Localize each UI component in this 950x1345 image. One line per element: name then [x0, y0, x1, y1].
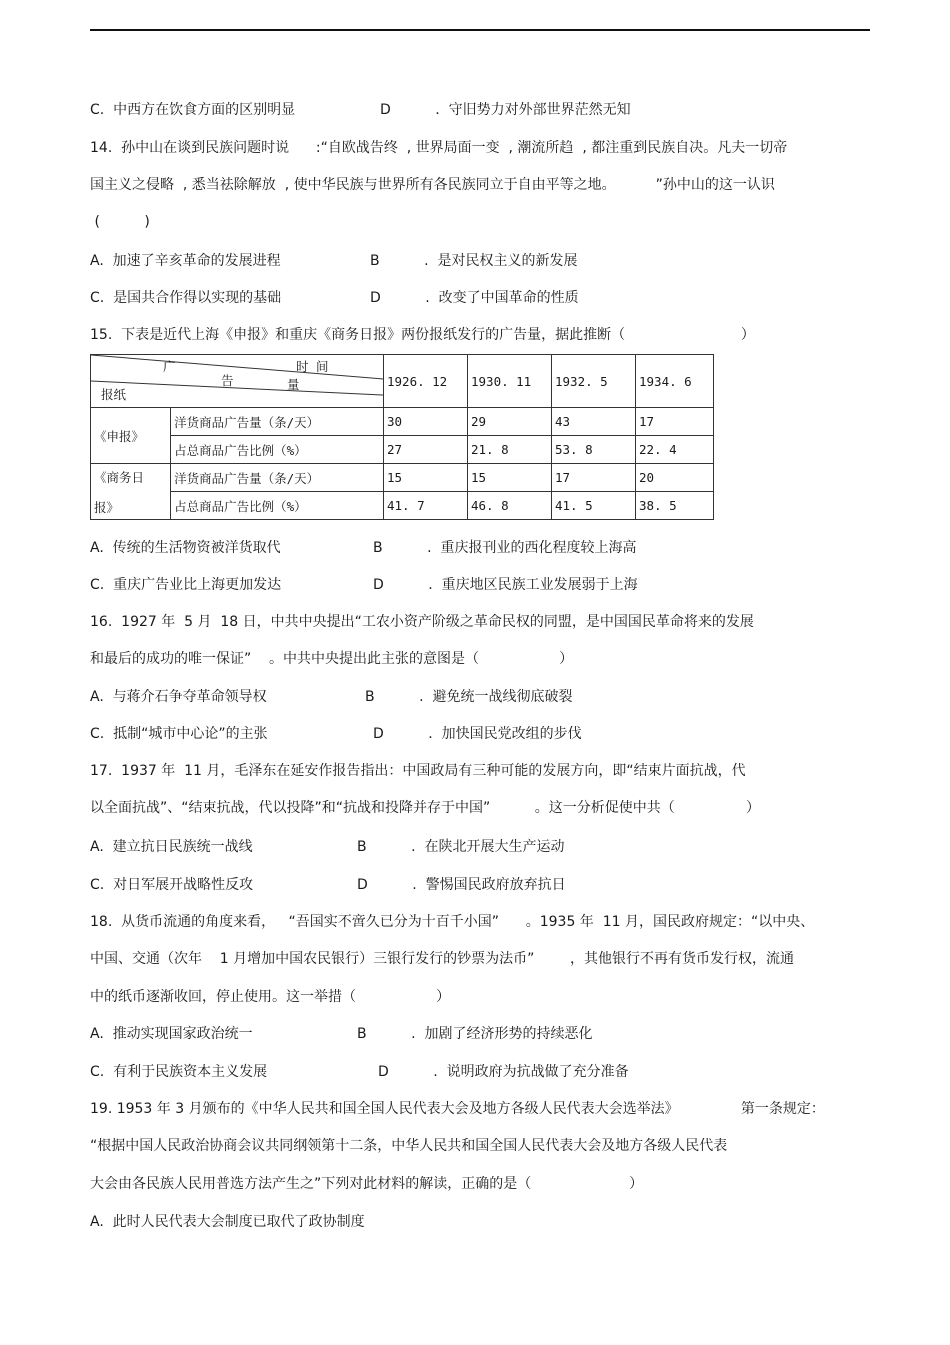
date-header: 1932. 5: [552, 355, 636, 408]
q14-option-b: B . 是对民权主义的新发展: [370, 253, 578, 269]
metric-label: 洋货商品广告量（条/天）: [171, 408, 384, 436]
header-rule: [90, 29, 870, 31]
q18-option-b: B . 加剧了经济形势的持续恶化: [357, 1026, 593, 1042]
q13-option-c: C. 中西方在饮食方面的区别明显: [90, 102, 296, 118]
q17-option-a: A. 建立抗日民族统一战线: [90, 839, 253, 855]
q16-option-a: A. 与蒋介石争夺革命领导权: [90, 689, 267, 705]
metric-label: 洋货商品广告量（条/天）: [171, 464, 384, 492]
metric-label: 占总商品广告比例（%）: [171, 436, 384, 464]
paper-name-line2: 报》: [94, 499, 120, 515]
q14-stem-line2: 国主义之侵略 , 悉当祛除解放 , 使中华民族与世界所有各民族同立于自由平等之地。 ”孙中山的这一认识: [90, 177, 775, 193]
q16-option-d: D . 加快国民党改组的步伐: [373, 726, 582, 742]
q18-option-a: A. 推动实现国家政治统一: [90, 1026, 253, 1042]
corner-label-time: 时 间: [296, 359, 329, 374]
q17-stem-line2: 以全面抗战”、“结束抗战，代以投降”和“抗战和投降并存于中国” 。这一分析促使中共（ ）: [90, 800, 760, 816]
q17-option-b: B . 在陕北开展大生产运动: [357, 839, 565, 855]
date-header: 1926. 12: [384, 355, 468, 408]
q15-option-c: C. 重庆广告业比上海更加发达: [90, 577, 282, 593]
paper-name-shenbao: 《申报》: [91, 408, 171, 464]
table-row: [91, 408, 714, 436]
q18-stem-line1: 18. 从货币流通的角度来看， “吾国实不啻久已分为十百千小国” 。1935 年 11 月，国民政府规定：“以中央、: [90, 914, 815, 930]
q13-option-d: D . 守旧势力对外部世界茫然无知: [380, 102, 631, 118]
table-corner-header: [91, 355, 384, 408]
q18-option-c: C. 有利于民族资本主义发展: [90, 1064, 268, 1080]
table-row: [91, 492, 714, 520]
table-cell: 41. 5: [552, 492, 636, 520]
table-cell: 20: [636, 464, 714, 492]
table-cell: 38. 5: [636, 492, 714, 520]
corner-label-liang: 量: [287, 377, 300, 392]
date-header: 1930. 11: [468, 355, 552, 408]
q17-stem-line1: 17. 1937 年 11 月，毛泽东在延安作报告指出：中国政局有三种可能的发展方向，即“结束片面抗战，代: [90, 763, 746, 779]
q18-option-d: D . 说明政府为抗战做了充分准备: [378, 1064, 629, 1080]
q19-stem-line3: 大会由各民族人民用普选方法产生之”下列对此材料的解读，正确的是（ ）: [90, 1176, 644, 1192]
q16-stem-line2: 和最后的成功的唯一保证” 。中共中央提出此主张的意图是（ ）: [90, 651, 574, 667]
table-cell: 41. 7: [384, 492, 468, 520]
q15-option-b: B . 重庆报刊业的西化程度较上海高: [373, 540, 637, 556]
q19-stem-line1: 19. 1953 年 3 月颁布的《中华人民共和国全国人民代表大会及地方各级人民代表大会选举法》 第一条规定：: [90, 1101, 825, 1117]
q16-option-c: C. 抵制“城市中心论”的主张: [90, 726, 268, 742]
table-row: [91, 436, 714, 464]
table-cell: 21. 8: [468, 436, 552, 464]
advertising-table: [90, 354, 714, 520]
table-cell: 15: [384, 464, 468, 492]
corner-label-guang: 广: [163, 359, 176, 374]
q16-stem-line1: 16. 1927 年 5 月 18 日，中共中央提出“工农小资产阶级之革命民权的同盟，是中国国民革命将来的发展: [90, 614, 754, 630]
table-row: [91, 464, 714, 492]
paper-name-line1: 《商务日: [94, 469, 145, 485]
q17-option-c: C. 对日军展开战略性反攻: [90, 877, 254, 893]
table-cell: 22. 4: [636, 436, 714, 464]
table-cell: 17: [636, 408, 714, 436]
q14-stem-line1: 14. 孙中山在谈到民族问题时说 :“自欧战告终 , 世界局面一变 , 潮流所趋 , 都注重到民族自决。凡夫一切帝: [90, 140, 788, 156]
q19-stem-line2: “根据中国人民政治协商会议共同纲领第十二条，中华人民共和国全国人民代表大会及地方各级人民代表: [90, 1138, 728, 1154]
q14-option-c: C. 是国共合作得以实现的基础: [90, 290, 282, 306]
table-cell: 30: [384, 408, 468, 436]
metric-label: 占总商品广告比例（%）: [171, 492, 384, 520]
corner-label-gao: 告: [221, 373, 234, 388]
table-cell: 29: [468, 408, 552, 436]
corner-diagonals: [91, 355, 383, 407]
q18-stem-line2: 中国、交通（次年 1 月增加中国农民银行）三银行发行的钞票为法币” ，其他银行不再有货币发行权，流通: [90, 951, 795, 967]
q15-stem: 15. 下表是近代上海《申报》和重庆《商务日报》两份报纸发行的广告量，据此推断（ ）: [90, 327, 755, 343]
q14-stem-line3: ( ): [90, 214, 150, 230]
q14-option-d: D . 改变了中国革命的性质: [370, 290, 579, 306]
q18-stem-line3: 中的纸币逐渐收回，停止使用。这一举措（ ）: [90, 989, 451, 1005]
date-header: 1934. 6: [636, 355, 714, 408]
table-cell: 53. 8: [552, 436, 636, 464]
q17-option-d: D . 警惕国民政府放弃抗日: [357, 877, 566, 893]
q19-option-a: A. 此时人民代表大会制度已取代了政协制度: [90, 1214, 365, 1230]
q14-option-a: A. 加速了辛亥革命的发展进程: [90, 253, 281, 269]
q15-option-a: A. 传统的生活物资被洋货取代: [90, 540, 281, 556]
corner-label-paper: 报纸: [101, 387, 127, 402]
table-cell: 15: [468, 464, 552, 492]
table-cell: 46. 8: [468, 492, 552, 520]
q15-option-d: D . 重庆地区民族工业发展弱于上海: [373, 577, 638, 593]
paper-name-shangwu: [91, 464, 171, 520]
table-cell: 43: [552, 408, 636, 436]
table-cell: 17: [552, 464, 636, 492]
q16-option-b: B . 避免统一战线彻底破裂: [365, 689, 573, 705]
table-header-row: [91, 355, 714, 408]
table-cell: 27: [384, 436, 468, 464]
